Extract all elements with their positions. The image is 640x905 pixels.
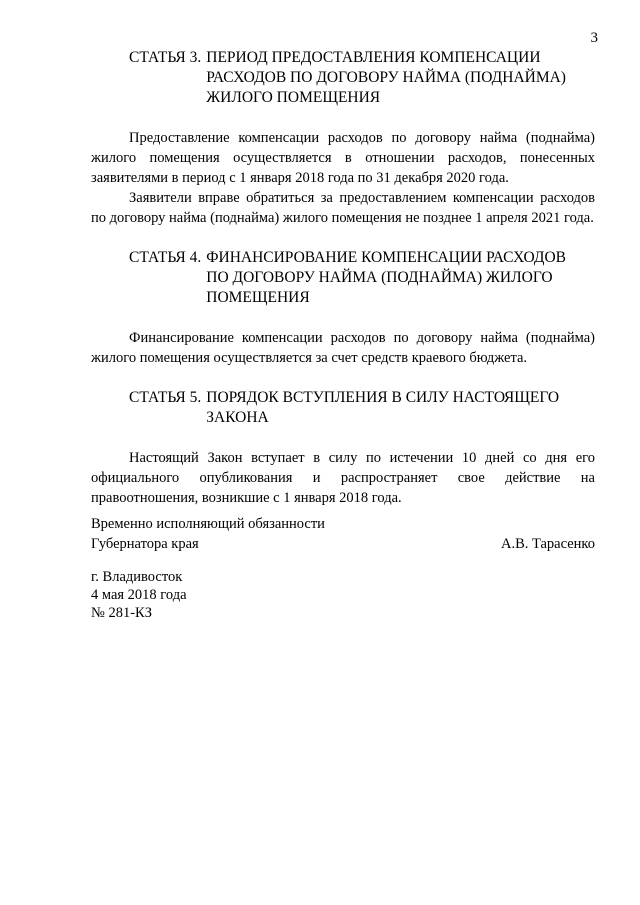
document-body bbox=[91, 48, 595, 508]
article-3-title-line: РАСХОДОВ ПО ДОГОВОРУ НАЙМА (ПОДНАЙМА) bbox=[206, 69, 566, 86]
signature-row bbox=[91, 534, 595, 554]
article-4-title-line: ПОМЕЩЕНИЯ bbox=[206, 289, 310, 306]
law-date: 4 мая 2018 года bbox=[91, 587, 187, 603]
signatory-position-line-1: Временно исполняющий обязанности bbox=[91, 516, 325, 532]
place-date-number-block bbox=[91, 568, 187, 622]
article-3-paragraph-1: Предоставление компенсации расходов по договору найма (поднайма) жилого помещения осуществляется в отношении расходов, понесенных заявителями в период с 1 января 2018 года по 31 декабря 2020 года. bbox=[91, 130, 595, 186]
article-4-title bbox=[206, 248, 595, 308]
signatory-name: А.В. Тарасенко bbox=[500, 536, 595, 552]
article-5-heading bbox=[129, 388, 595, 428]
article-5-title bbox=[206, 388, 595, 428]
law-number: № 281-КЗ bbox=[91, 605, 152, 621]
article-4-heading bbox=[129, 248, 595, 308]
article-3-title-line: ЖИЛОГО ПОМЕЩЕНИЯ bbox=[206, 89, 381, 106]
article-5-paragraph-1: Настоящий Закон вступает в силу по истечении 10 дней со дня его официального опубликования и распространяет свое действие на правоотношения, возникшие с 1 января 2018 года. bbox=[91, 450, 595, 506]
article-4-paragraph-1: Финансирование компенсации расходов по договору найма (поднайма) жилого помещения осуществляется за счет средств краевого бюджета. bbox=[91, 330, 595, 366]
article-3-heading bbox=[129, 48, 595, 108]
article-4-title-line: ФИНАНСИРОВАНИЕ КОМПЕНСАЦИИ РАСХОДОВ bbox=[206, 249, 567, 266]
article-3-label: СТАТЬЯ 3. bbox=[129, 49, 202, 66]
signatory-position-line-2: Губернатора края bbox=[91, 536, 199, 552]
page-number: 3 bbox=[590, 30, 598, 46]
article-5-label: СТАТЬЯ 5. bbox=[129, 389, 202, 406]
city: г. Владивосток bbox=[91, 569, 183, 585]
article-5-title-line: ПОРЯДОК ВСТУПЛЕНИЯ В СИЛУ НАСТОЯЩЕГО bbox=[206, 389, 560, 406]
article-4-label: СТАТЬЯ 4. bbox=[129, 249, 202, 266]
article-5-title-line: ЗАКОНА bbox=[206, 409, 269, 426]
signature-block bbox=[91, 514, 595, 554]
article-4-title-line: ПО ДОГОВОРУ НАЙМА (ПОДНАЙМА) ЖИЛОГО bbox=[206, 269, 553, 286]
article-3-title bbox=[206, 48, 595, 108]
article-3-paragraph-2: Заявители вправе обратиться за предоставлением компенсации расходов по договору найма (поднайма) жилого помещения не позднее 1 апреля 2021 года. bbox=[91, 190, 595, 226]
article-3-title-line: ПЕРИОД ПРЕДОСТАВЛЕНИЯ КОМПЕНСАЦИИ bbox=[206, 49, 541, 66]
